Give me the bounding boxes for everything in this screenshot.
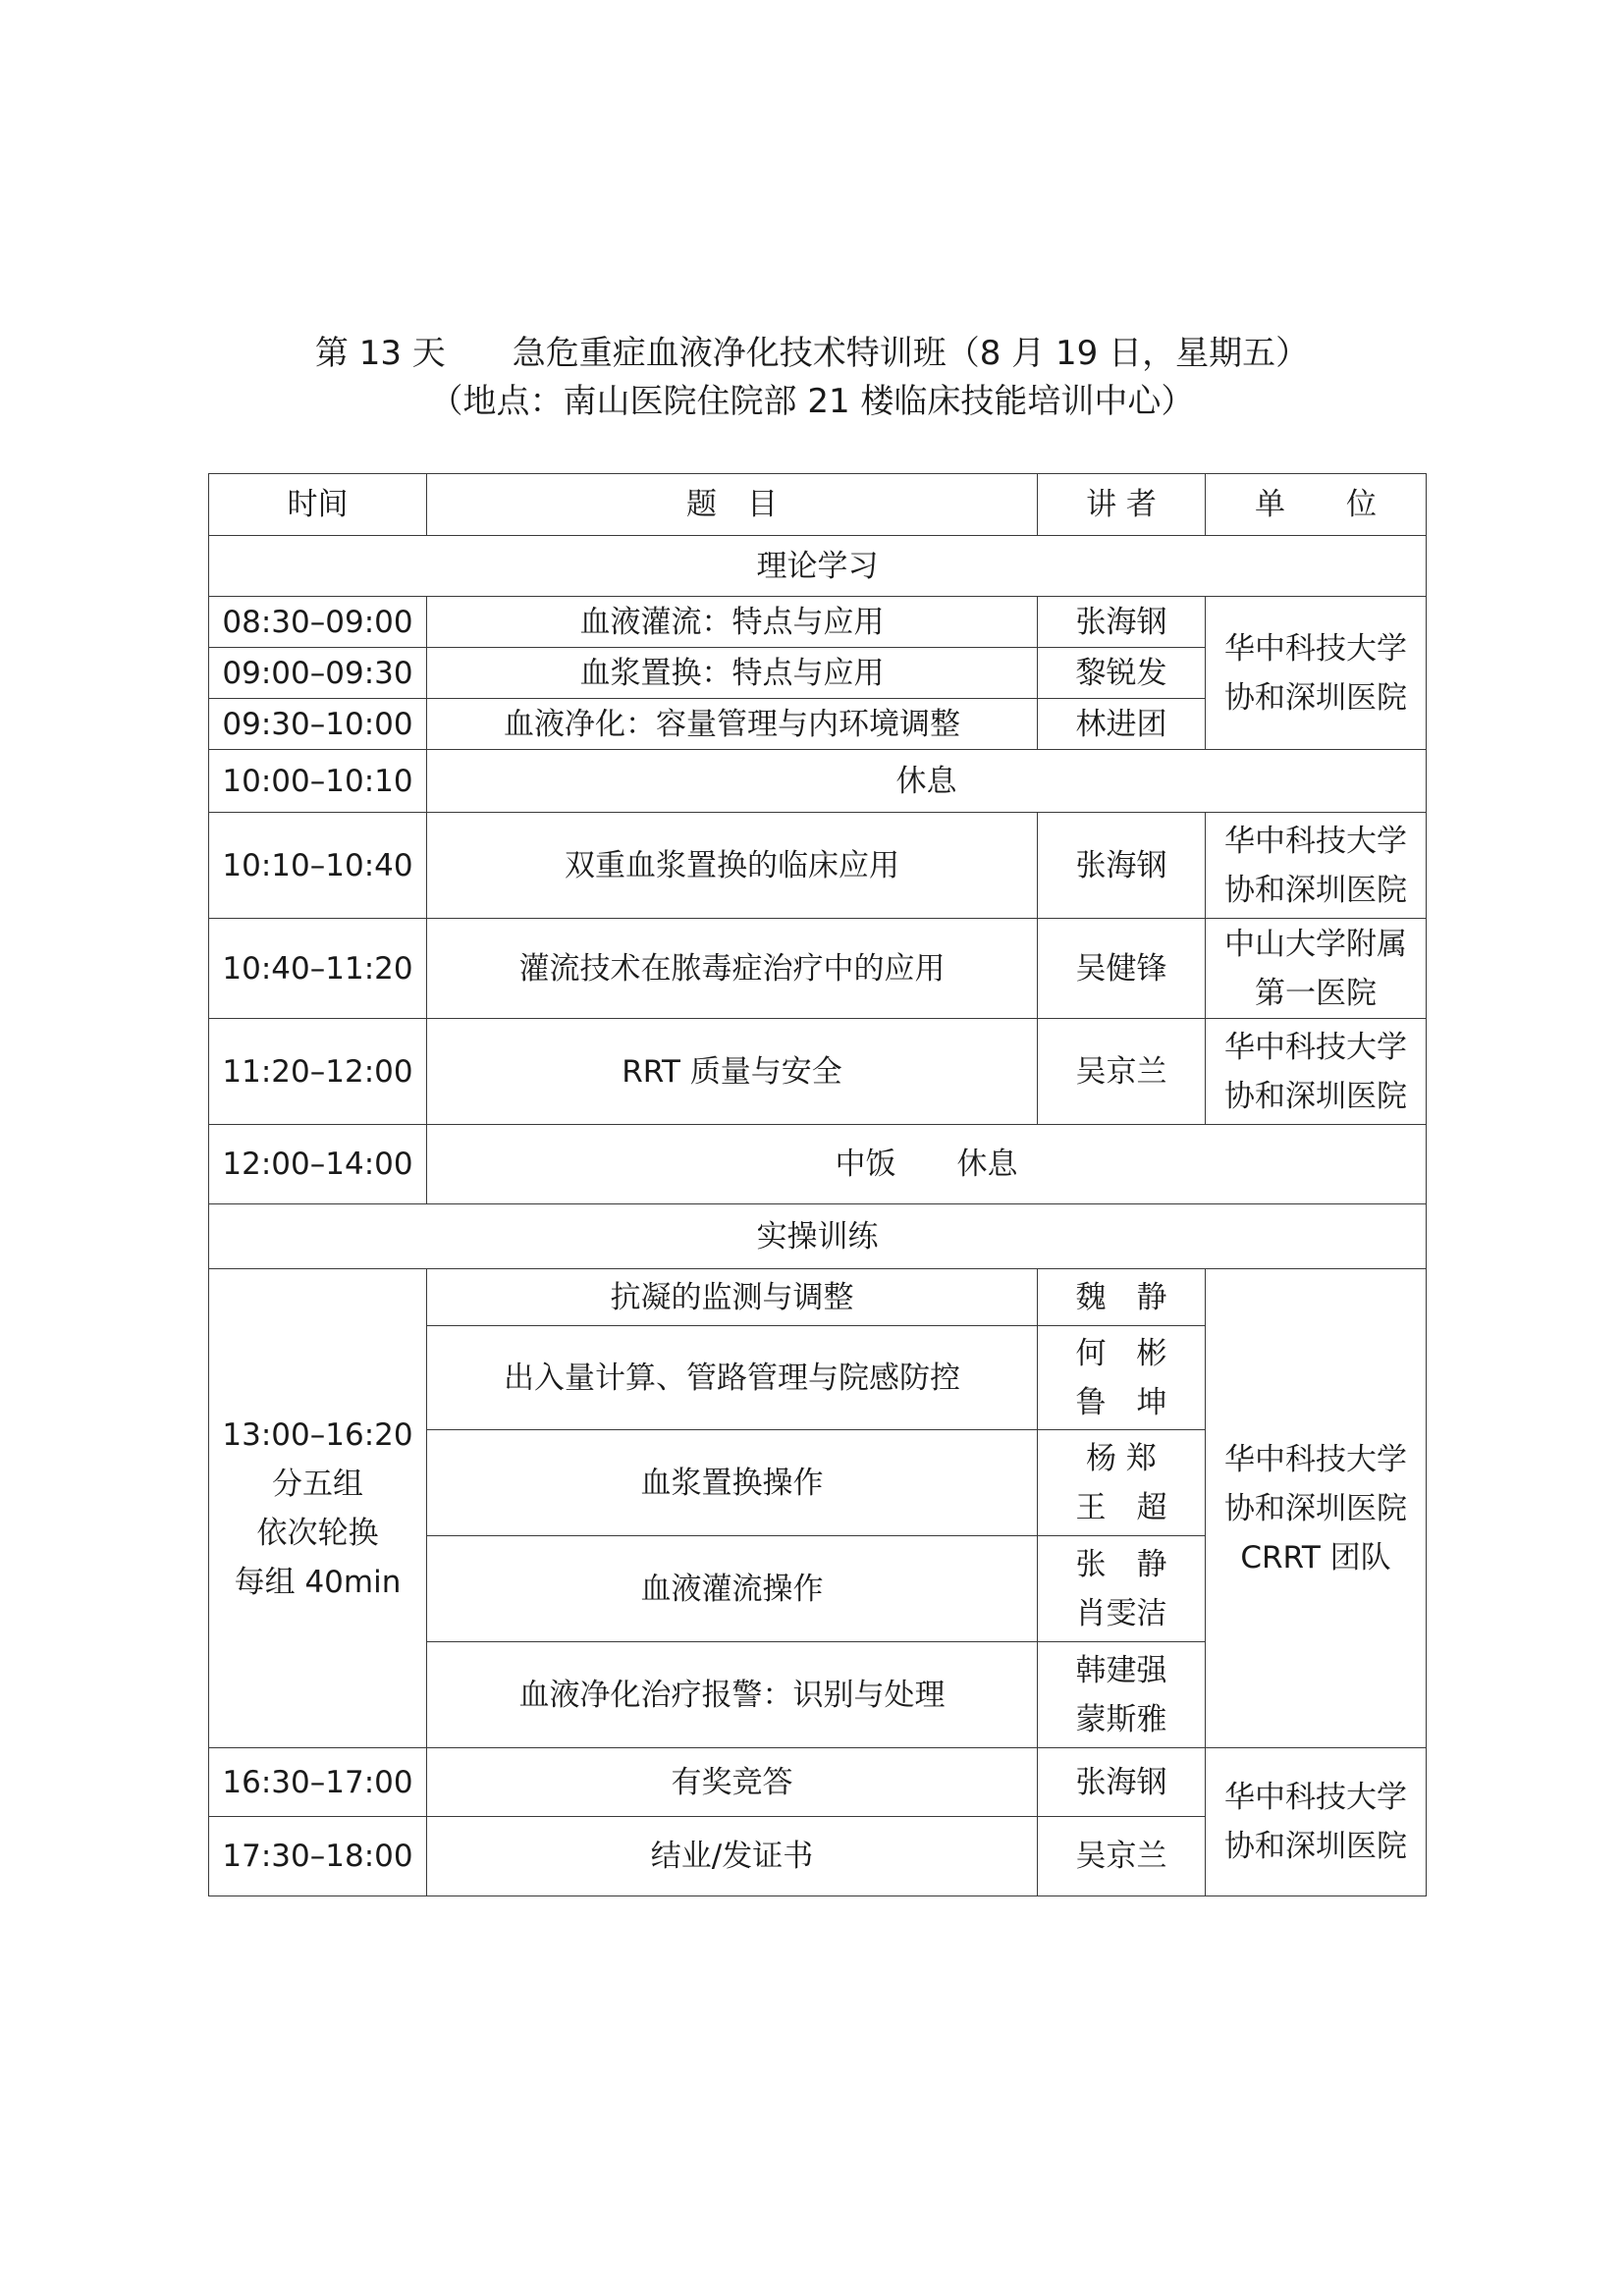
speaker-cell: 何 彬 鲁 坤	[1038, 1326, 1206, 1430]
topic-cell: 血液净化：容量管理与内环境调整	[427, 699, 1038, 750]
speaker-cell: 张海钢	[1038, 813, 1206, 919]
speaker-cell: 张海钢	[1038, 1748, 1206, 1817]
topic-cell: 出入量计算、管路管理与院感防控	[427, 1326, 1038, 1430]
topic-cell: 血浆置换：特点与应用	[427, 648, 1038, 699]
topic-cell: 血液净化治疗报警：识别与处理	[427, 1642, 1038, 1748]
table-row	[209, 597, 1427, 648]
section-practice: 实操训练	[209, 1204, 1427, 1269]
unit-cell: 华中科技大学 协和深圳医院 CRRT 团队	[1206, 1269, 1427, 1748]
section-row	[209, 536, 1427, 597]
table-row	[209, 750, 1427, 813]
unit-cell: 华中科技大学 协和深圳医院	[1206, 1019, 1427, 1125]
speaker-cell: 韩建强 蒙斯雅	[1038, 1642, 1206, 1748]
time-cell: 10:40–11:20	[209, 919, 427, 1019]
topic-cell: 抗凝的监测与调整	[427, 1269, 1038, 1326]
topic-cell: 血液灌流：特点与应用	[427, 597, 1038, 648]
table-row	[209, 813, 1427, 919]
table-row	[209, 1019, 1427, 1125]
col-header-time: 时间	[209, 474, 427, 536]
topic-cell: 血浆置换操作	[427, 1430, 1038, 1536]
table-row	[209, 919, 1427, 1019]
table-row	[209, 1748, 1427, 1817]
topic-cell: 结业/发证书	[427, 1817, 1038, 1896]
speaker-cell: 张海钢	[1038, 597, 1206, 648]
time-cell: 11:20–12:00	[209, 1019, 427, 1125]
table-row	[209, 1125, 1427, 1204]
time-cell: 17:30–18:00	[209, 1817, 427, 1896]
time-cell: 10:00–10:10	[209, 750, 427, 813]
lunch-cell: 中饭 休息	[427, 1125, 1427, 1204]
speaker-cell: 魏 静	[1038, 1269, 1206, 1326]
topic-cell: 有奖竞答	[427, 1748, 1038, 1817]
speaker-cell: 吴健锋	[1038, 919, 1206, 1019]
break-cell: 休息	[427, 750, 1427, 813]
unit-cell: 华中科技大学 协和深圳医院	[1206, 813, 1427, 919]
speaker-cell: 林进团	[1038, 699, 1206, 750]
unit-cell: 华中科技大学 协和深圳医院	[1206, 597, 1427, 750]
col-header-unit: 单 位	[1206, 474, 1427, 536]
time-cell: 09:00–09:30	[209, 648, 427, 699]
unit-cell: 华中科技大学 协和深圳医院	[1206, 1748, 1427, 1896]
section-row	[209, 1204, 1427, 1269]
speaker-cell: 吴京兰	[1038, 1817, 1206, 1896]
table-row	[209, 1269, 1427, 1326]
col-header-speaker: 讲 者	[1038, 474, 1206, 536]
speaker-cell: 黎锐发	[1038, 648, 1206, 699]
page-title: 第 13 天 急危重症血液净化技术特训班（8 月 19 日，星期五）	[314, 334, 1310, 373]
section-theory: 理论学习	[209, 536, 1427, 597]
time-cell: 12:00–14:00	[209, 1125, 427, 1204]
time-cell: 16:30–17:00	[209, 1748, 427, 1817]
topic-cell: 双重血浆置换的临床应用	[427, 813, 1038, 919]
topic-cell: RRT 质量与安全	[427, 1019, 1038, 1125]
unit-cell: 中山大学附属 第一医院	[1206, 919, 1427, 1019]
table-header-row	[209, 474, 1427, 536]
time-cell: 10:10–10:40	[209, 813, 427, 919]
col-header-topic: 题 目	[427, 474, 1038, 536]
topic-cell: 灌流技术在脓毒症治疗中的应用	[427, 919, 1038, 1019]
time-cell-rotation: 13:00–16:20 分五组 依次轮换 每组 40min	[209, 1269, 427, 1748]
speaker-cell: 杨 郑 王 超	[1038, 1430, 1206, 1536]
page-subtitle-location: （地点：南山医院住院部 21 楼临床技能培训中心）	[429, 382, 1195, 421]
schedule-table	[208, 473, 1427, 1896]
time-cell: 08:30–09:00	[209, 597, 427, 648]
time-cell: 09:30–10:00	[209, 699, 427, 750]
speaker-cell: 张 静 肖雯洁	[1038, 1536, 1206, 1642]
topic-cell: 血液灌流操作	[427, 1536, 1038, 1642]
speaker-cell: 吴京兰	[1038, 1019, 1206, 1125]
